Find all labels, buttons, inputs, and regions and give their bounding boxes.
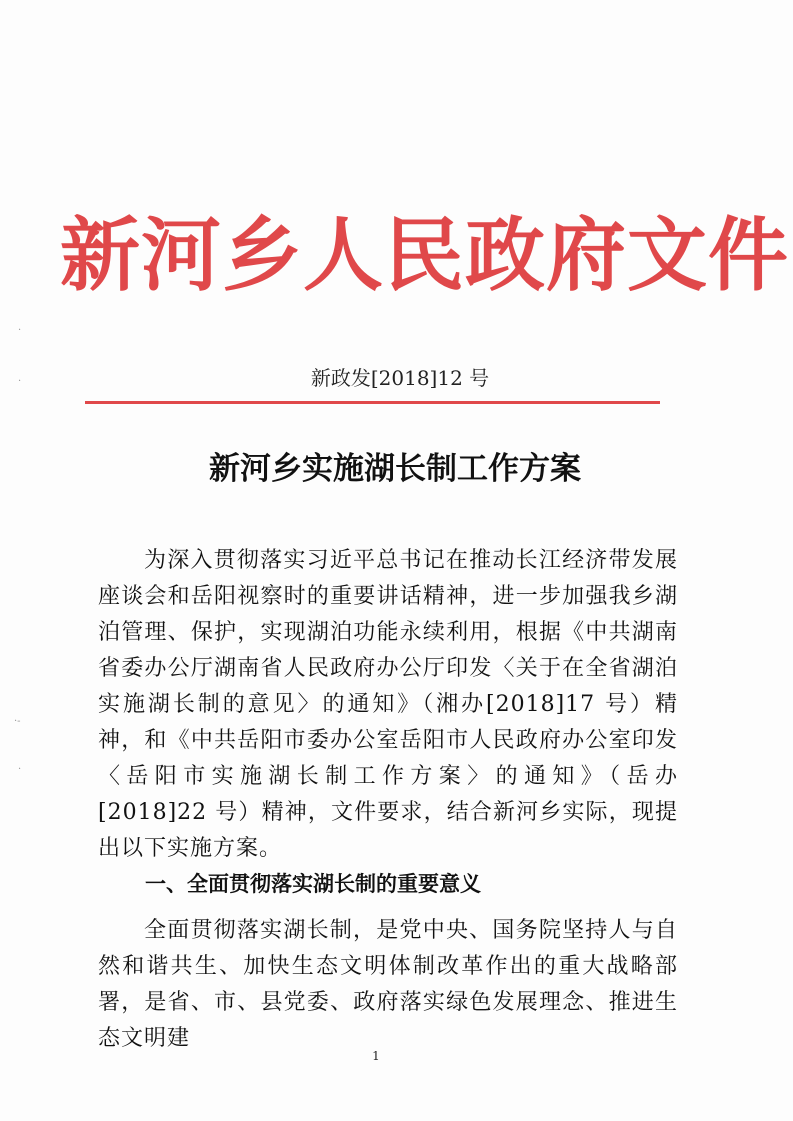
scan-artifact: · [18, 325, 22, 336]
body-paragraph-1: 为深入贯彻落实习近平总书记在推动长江经济带发展座谈会和岳阳视察时的重要讲话精神，进一步加强我乡湖泊管理、保护，实现湖泊功能永续利用，根据《中共湖南省委办公厅湖南省人民政府办公厅印发〈关于在全省湖泊实施湖长制的意见〉的通知》（湘办[2018]17 号）精神，和《中共岳阳市委办公室岳阳市人民政府办公室印发〈岳阳市实施湖长制工作方案〉的通知》（岳办[2018]22 号）精神，文件要求，结合新河乡实际，现提出以下实施方案。 [98, 548, 678, 861]
section-heading-1: 一、全面贯彻落实湖长制的重要意义 [145, 872, 481, 896]
scan-artifact: · [18, 764, 22, 775]
document-title: 新河乡实施湖长制工作方案 [209, 451, 581, 487]
masthead-title: 新河乡人民政府文件 [60, 208, 789, 302]
scan-artifact: ·- [14, 716, 21, 727]
scan-artifact: · [18, 376, 22, 387]
page-number: 1 [372, 1049, 380, 1063]
document-number: 新政发[2018]12 号 [310, 366, 490, 390]
body-paragraph-2: 全面贯彻落实湖长制，是党中央、国务院坚持人与自然和谐共生、加快生态文明体制改革作出的重大战略部署，是省、市、县党委、政府落实绿色发展理念、推进生态文明建 [98, 918, 678, 1051]
red-divider-line [85, 401, 660, 404]
